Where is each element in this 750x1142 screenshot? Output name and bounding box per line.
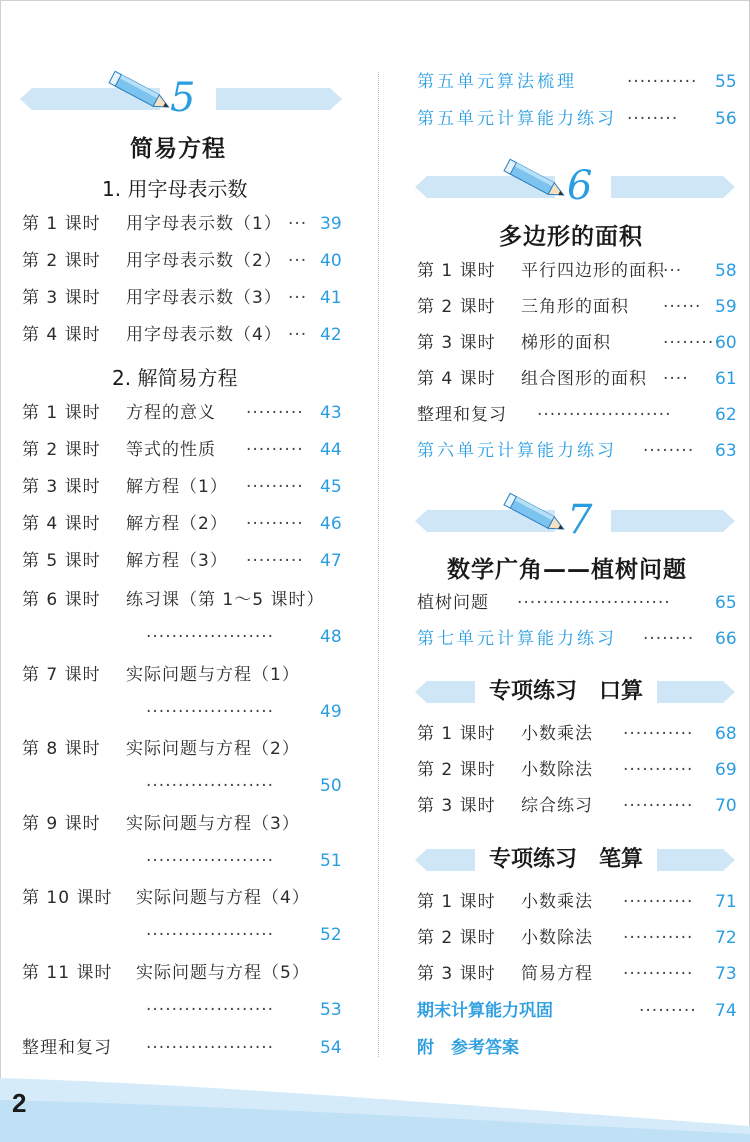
section-title: 1. 用字母表示数 [102, 177, 248, 201]
toc-entry-name: 实际问题与方程（1） [126, 664, 300, 685]
page-number: 41 [320, 288, 342, 308]
toc-entry-name: 实际问题与方程（4） [136, 888, 310, 909]
leader-dots: ······ [663, 297, 702, 317]
toc-row[interactable] [22, 399, 344, 427]
page-number: 45 [320, 477, 342, 497]
page-number: 73 [715, 964, 737, 984]
page-number: 54 [320, 1038, 342, 1058]
page-number: 55 [715, 72, 737, 92]
lesson-label: 第 3 课时 [417, 964, 496, 984]
leader-dots: ··· [288, 214, 308, 234]
toc-row[interactable] [417, 792, 739, 820]
toc-entry-name: 梯形的面积 [521, 333, 611, 353]
toc-entry-name: 实际问题与方程（2） [126, 739, 300, 760]
lesson-label: 第 5 课时 [22, 551, 101, 571]
toc-row[interactable] [22, 586, 344, 647]
footer-wave [0, 1070, 750, 1142]
lesson-label: 第 2 课时 [22, 251, 101, 271]
toc-row[interactable] [417, 888, 739, 916]
toc-entry-name: 小数除法 [521, 760, 593, 780]
pencil-icon [501, 490, 571, 540]
leader-dots: ········ [643, 629, 695, 649]
page-number: 56 [715, 109, 737, 129]
lesson-label: 第 2 课时 [22, 440, 101, 460]
leader-dots: ··········· [623, 796, 694, 816]
leader-dots: ········ [627, 109, 679, 129]
toc-row[interactable] [417, 257, 739, 285]
toc-entry-name: 解方程（2） [126, 514, 228, 534]
page-number: 43 [320, 403, 342, 423]
toc-row-appendix[interactable] [417, 1034, 739, 1062]
leader-dots: ··········· [623, 892, 694, 912]
toc-entry-name: 组合图形的面积 [521, 369, 647, 389]
toc-entry-name: 第六单元计算能力练习 [417, 441, 617, 461]
toc-entry-name: 实际问题与方程（3） [126, 813, 300, 834]
page-number: 46 [320, 514, 342, 534]
toc-entry-name: 小数除法 [521, 928, 593, 948]
page-number: 52 [320, 925, 342, 946]
toc-entry-name: 用字母表示数（2） [126, 251, 282, 271]
toc-entry-name: 练习课（第 1～5 课时） [126, 590, 325, 610]
toc-row[interactable] [22, 661, 344, 722]
leader-dots: ··· [288, 251, 308, 271]
page-number: 48 [320, 627, 342, 647]
toc-row[interactable] [417, 329, 739, 357]
banner-ribbon-right [216, 88, 342, 110]
unit-number: 7 [567, 497, 593, 543]
toc-row[interactable] [22, 473, 344, 501]
toc-entry-name: 第五单元算法梳理 [417, 72, 577, 92]
pencil-icon [106, 68, 176, 118]
leader-dots: ···················· [146, 925, 275, 946]
unit-title: 多边形的面积 [499, 224, 643, 250]
page-number: 60 [715, 333, 737, 353]
leader-dots: ···················· [146, 701, 275, 722]
leader-dots: ························ [517, 593, 671, 613]
lesson-label: 第 3 课时 [22, 477, 101, 497]
toc-entry-name: 第七单元计算能力练习 [417, 629, 617, 649]
leader-dots: ··· [663, 261, 683, 281]
page-number: 53 [320, 1000, 342, 1020]
page-number: 74 [715, 1001, 737, 1021]
page-number: 69 [715, 760, 737, 780]
page-number: 47 [320, 551, 342, 571]
page-number: 66 [715, 629, 737, 649]
toc-row[interactable] [22, 284, 344, 312]
toc-row[interactable] [417, 625, 739, 653]
unit-5-banner [20, 68, 342, 138]
toc-entry-name: 三角形的面积 [521, 297, 629, 317]
leader-dots: ···· [663, 369, 689, 389]
lesson-label: 第 1 课时 [22, 403, 101, 423]
toc-row[interactable] [22, 510, 344, 538]
lesson-label: 第 1 课时 [417, 261, 496, 281]
page-number: 65 [715, 593, 737, 613]
toc-row[interactable] [417, 105, 739, 133]
leader-dots: ········· [246, 440, 304, 460]
toc-row-review[interactable] [22, 1034, 344, 1062]
leader-dots: ··········· [623, 964, 694, 984]
leader-dots: ··········· [627, 72, 698, 92]
toc-entry-name: 解方程（1） [126, 477, 228, 497]
lesson-label: 第 3 课时 [22, 288, 101, 308]
toc-row[interactable] [417, 365, 739, 393]
leader-dots: ···················· [146, 1000, 275, 1020]
leader-dots: ··· [288, 325, 308, 345]
toc-entry-name: 小数乘法 [521, 724, 593, 744]
lesson-label: 第 1 课时 [22, 214, 101, 234]
lesson-label: 第 3 课时 [417, 333, 496, 353]
toc-row[interactable] [417, 589, 739, 617]
page-number: 58 [715, 261, 737, 281]
toc-entry-name: 期末计算能力巩固 [417, 1001, 553, 1021]
unit-7-banner [415, 490, 735, 560]
lesson-label: 第 4 课时 [417, 369, 496, 389]
toc-row[interactable] [22, 735, 344, 797]
unit-number: 6 [567, 163, 593, 209]
lesson-label: 第 1 课时 [417, 892, 496, 912]
toc-row[interactable] [417, 401, 739, 429]
toc-row-final[interactable] [417, 997, 739, 1025]
toc-row[interactable] [417, 293, 739, 321]
lesson-label: 第 2 课时 [417, 297, 496, 317]
leader-dots: ··········· [623, 760, 694, 780]
page-number: 70 [715, 796, 737, 816]
leader-dots: ········· [663, 333, 721, 353]
toc-entry-name: 用字母表示数（4） [126, 325, 282, 345]
lesson-label: 第 8 课时 [22, 739, 101, 760]
toc-row[interactable] [417, 437, 739, 465]
banner-ribbon-right [611, 176, 735, 198]
leader-dots: ···················· [146, 627, 275, 647]
special-section-title: 专项练习 口算 [475, 674, 657, 710]
page-number: 39 [320, 214, 342, 234]
leader-dots: ··········· [623, 724, 694, 744]
leader-dots: ········· [246, 477, 304, 497]
toc-row[interactable] [22, 247, 344, 275]
page-number-footer: 2 [12, 1088, 27, 1118]
unit-title: 数学广角——植树问题 [447, 557, 687, 583]
leader-dots: ········· [246, 514, 304, 534]
toc-entry-name: 植树问题 [417, 593, 489, 613]
lesson-label: 第 1 课时 [417, 724, 496, 744]
toc-row[interactable] [22, 210, 344, 238]
leader-dots: ········· [246, 403, 304, 423]
toc-row[interactable] [22, 959, 344, 1020]
toc-entry-name: 整理和复习 [22, 1038, 112, 1058]
toc-entry-name: 用字母表示数（3） [126, 288, 282, 308]
leader-dots: ····················· [537, 405, 672, 425]
toc-row[interactable] [417, 924, 739, 952]
page-number: 50 [320, 776, 342, 797]
leader-dots: ········ [643, 441, 695, 461]
leader-dots: ···················· [146, 776, 275, 797]
pencil-icon [501, 156, 571, 206]
toc-row[interactable] [417, 720, 739, 748]
unit-number: 5 [170, 75, 196, 121]
toc-row[interactable] [22, 547, 344, 575]
banner-ribbon-right [611, 510, 735, 532]
toc-entry-name: 附 参考答案 [417, 1038, 519, 1058]
special-section-oral [415, 674, 735, 710]
toc-row[interactable] [22, 884, 344, 946]
page-number: 49 [320, 701, 342, 722]
leader-dots: ···················· [146, 850, 275, 871]
toc-entry-name: 小数乘法 [521, 892, 593, 912]
toc-row[interactable] [22, 436, 344, 464]
leader-dots: ··· [288, 288, 308, 308]
toc-row[interactable] [22, 810, 344, 871]
toc-entry-name: 综合练习 [521, 796, 593, 816]
leader-dots: ········· [639, 1001, 697, 1021]
toc-entry-name: 用字母表示数（1） [126, 214, 282, 234]
lesson-label: 第 2 课时 [417, 928, 496, 948]
toc-entry-name: 平行四边形的面积 [521, 261, 665, 281]
page-number: 68 [715, 724, 737, 744]
lesson-label: 第 4 课时 [22, 325, 101, 345]
leader-dots: ········· [246, 551, 304, 571]
toc-entry-name: 解方程（3） [126, 551, 228, 571]
lesson-label: 第 3 课时 [417, 796, 496, 816]
column-divider [378, 72, 379, 1057]
lesson-label: 第 11 课时 [22, 963, 113, 983]
toc-entry-name: 第五单元计算能力练习 [417, 109, 617, 129]
page-number: 62 [715, 405, 737, 425]
toc-row[interactable] [22, 321, 344, 349]
page-number: 40 [320, 251, 342, 271]
lesson-label: 第 2 课时 [417, 760, 496, 780]
lesson-label: 第 10 课时 [22, 888, 113, 909]
toc-row[interactable] [417, 960, 739, 988]
lesson-label: 第 7 课时 [22, 664, 101, 685]
unit-6-banner [415, 156, 735, 226]
section-title: 2. 解简易方程 [112, 366, 238, 390]
toc-entry-name: 实际问题与方程（5） [136, 963, 310, 983]
page-number: 51 [320, 850, 342, 871]
leader-dots: ···················· [146, 1038, 275, 1058]
unit-title: 简易方程 [130, 136, 226, 162]
toc-entry-name: 等式的性质 [126, 440, 216, 460]
page-number: 61 [715, 369, 737, 389]
lesson-label: 第 6 课时 [22, 590, 101, 610]
toc-row[interactable] [417, 756, 739, 784]
special-section-title: 专项练习 笔算 [475, 842, 657, 878]
lesson-label: 第 4 课时 [22, 514, 101, 534]
page-number: 42 [320, 325, 342, 345]
page-number: 71 [715, 892, 737, 912]
toc-row[interactable] [417, 68, 739, 96]
toc-entry-name: 简易方程 [521, 964, 593, 984]
special-section-written [415, 842, 735, 878]
toc-entry-name: 整理和复习 [417, 405, 507, 425]
leader-dots: ··········· [623, 928, 694, 948]
toc-entry-name: 方程的意义 [126, 403, 216, 423]
page-number: 63 [715, 441, 737, 461]
page-number: 59 [715, 297, 737, 317]
lesson-label: 第 9 课时 [22, 813, 101, 834]
page-number: 44 [320, 440, 342, 460]
page-number: 72 [715, 928, 737, 948]
